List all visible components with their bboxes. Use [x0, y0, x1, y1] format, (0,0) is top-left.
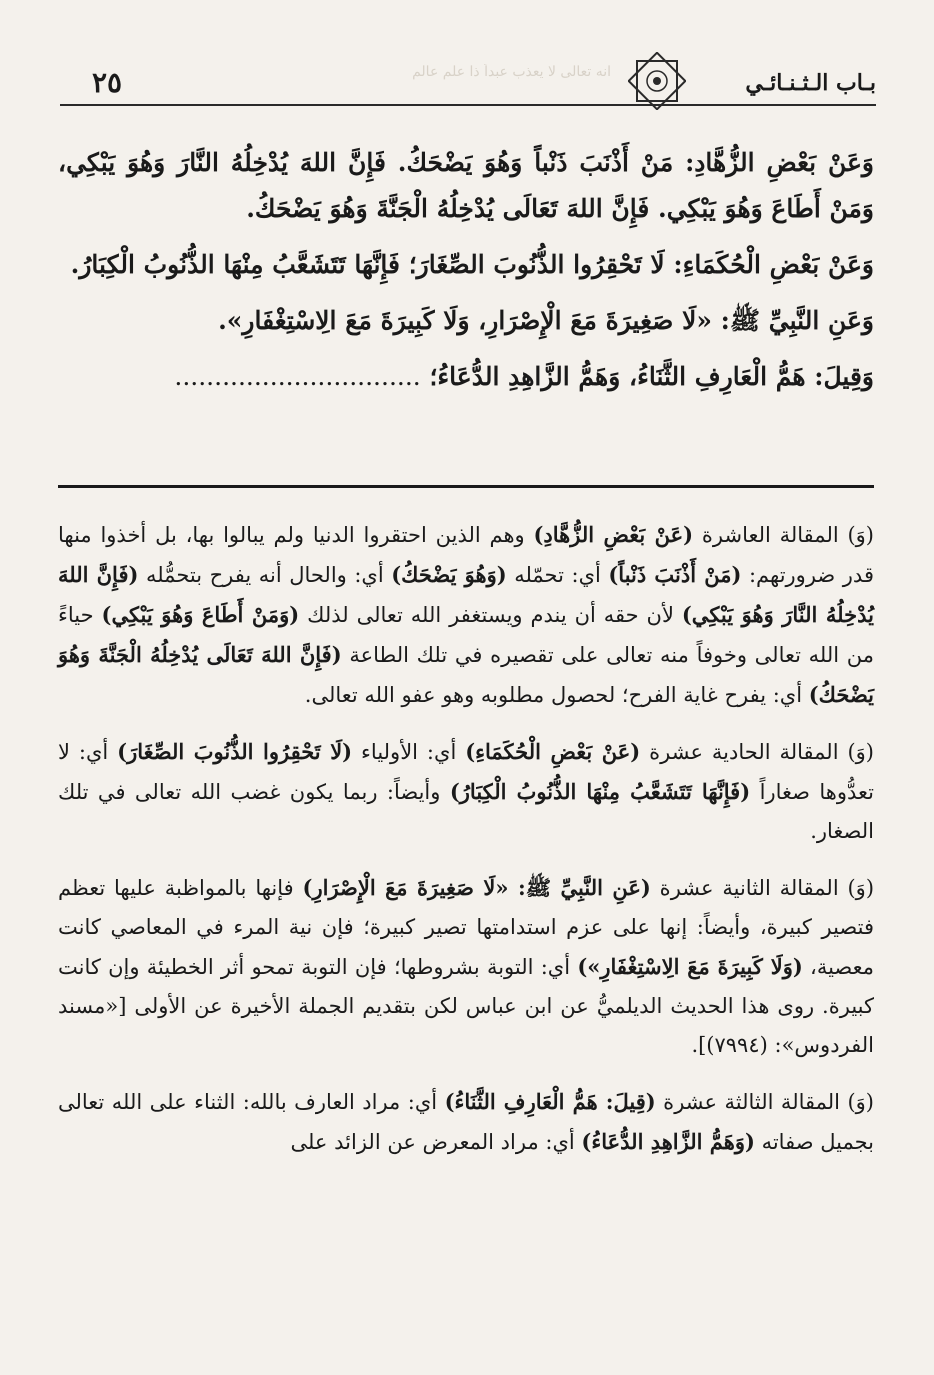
quoted-text: (وَهَمُّ الزَّاهِدِ الدُّعَاءُ): [581, 1129, 755, 1154]
commentary-paragraph: [58, 732, 874, 851]
main-line: وَعَنِ النَّبِيِّ ﷺ: «لَا صَغِيرَةَ مَعَ الْإِصْرَارِ، وَلَا كَبِيرَةَ مَعَ الِاسْتِغْفَارِ».: [218, 306, 874, 335]
quoted-text: (وَهُوَ يَضْحَكُ): [391, 562, 507, 587]
main-line: وَعَنْ بَعْضِ الزُّهَّادِ: مَنْ أَذْنَبَ ذَنْباً وَهُوَ يَضْحَكُ. فَإِنَّ اللهَ يُدْخِلُهُ النَّارَ وَهُوَ يَبْكِي، وَمَنْ أَطَاعَ وَهُوَ يَبْكِي. فَإِنَّ اللهَ تَعَالَى يُدْخِلُهُ الْجَنَّةَ وَهُوَ يَضْحَكُ.: [58, 148, 874, 223]
quoted-text: (مَنْ أَذْنَبَ ذَنْباً): [608, 562, 742, 587]
commentary-text: وأيضاً: ربما يكون غضب الله تعالى في تلك الصغار.: [58, 780, 874, 843]
commentary-text: (وَ) المقالة الثانية عشرة: [650, 876, 875, 900]
commentary-text: أي: والحال أنه يفرح بتحمُّله: [138, 563, 392, 587]
commentary-text: أي: لا تعدُّوها صغاراً: [58, 740, 875, 804]
continuation-dots: ...............................: [174, 362, 421, 391]
main-text: [58, 140, 874, 410]
commentary-text: (وَ) المقالة الثالثة عشرة: [655, 1090, 874, 1114]
commentary-text: أي: التوبة بشروطها؛ فإن التوبة تمحو أثر الخطيئة وإن كانت كبيرة. روى هذا الحديث الديلميُّ عن ابن عباس لكن بتقديم الجملة الأخيرة عن الأولى [«مسند الفردوس»: (٧٩٩٤)].: [58, 955, 874, 1057]
main-line: وَعَنْ بَعْضِ الْحُكَمَاءِ: لَا تَحْقِرُوا الذُّنُوبَ الصِّغَارَ؛ فَإِنَّهَا تَتَشَعَّبُ مِنْهَا الذُّنُوبُ الْكِبَارُ.: [70, 250, 874, 279]
chapter-title: بـاب الـثـنـائـي: [745, 70, 876, 96]
quoted-text: (فَإِنَّهَا تَتَشَعَّبُ مِنْهَا الذُّنُوبُ الْكِبَارُ): [449, 779, 751, 804]
quoted-text: (قِيلَ: هَمُّ الْعَارِفِ الثَّنَاءُ): [444, 1089, 656, 1114]
main-line: [58, 354, 874, 400]
ornament-icon: [628, 52, 686, 110]
header-rule: [60, 104, 876, 106]
quoted-text: (فَإِنَّ اللهَ تَعَالَى يُدْخِلُهُ الْجَنَّةَ وَهُوَ يَضْحَكُ): [58, 642, 874, 707]
commentary-text: لأن حقه أن يندم ويستغفر الله تعالى لذلك: [299, 603, 682, 627]
commentary-text: أي: يفرح غاية الفرح؛ لحصول مطلوبه وهو عفو الله تعالى.: [304, 683, 809, 707]
commentary-paragraph: [58, 1082, 874, 1162]
quoted-text: (عَنْ بَعْضِ الْحُكَمَاءِ): [465, 739, 641, 764]
commentary-text: أي: مراد المعرض عن الزائد على: [290, 1130, 582, 1154]
commentary-text: حياءً من الله تعالى وخوفاً منه تعالى على تقصيره في تلك الطاعة: [58, 603, 875, 667]
quoted-text: (عَنِ النَّبِيِّ ﷺ: «لَا صَغِيرَةَ مَعَ الْإِصْرَارِ): [302, 875, 651, 900]
commentary-paragraph: [58, 515, 874, 715]
commentary-text: أي: الأولياء: [352, 740, 466, 764]
bleed-through-text: انه تعالى لا يعذب عبداً ذا علم عالم: [412, 64, 611, 80]
commentary-text: (وَ) المقالة الحادية عشرة: [640, 740, 874, 764]
main-line-text: وَقِيلَ: هَمُّ الْعَارِفِ الثَّنَاءُ، وَهَمُّ الزَّاهِدِ الدُّعَاءُ؛: [429, 362, 874, 391]
commentary-text: أي: مراد العارف بالله: الثناء على الله تعالى بجميل صفاته: [58, 1090, 874, 1154]
page-number: ٢٥: [92, 66, 123, 99]
commentary-paragraph: [58, 868, 874, 1065]
commentary-text: (وَ) المقالة العاشرة: [693, 523, 874, 547]
quoted-text: (فَإِنَّ اللهَ يُدْخِلُهُ النَّارَ وَهُوَ يَبْكِي): [58, 562, 874, 627]
quoted-text: (وَمَنْ أَطَاعَ وَهُوَ يَبْكِي): [101, 602, 300, 627]
commentary: [58, 515, 874, 1179]
section-divider: [58, 485, 874, 488]
quoted-text: (لَا تَحْقِرُوا الذُّنُوبَ الصِّغَارَ): [117, 739, 353, 764]
quoted-text: (عَنْ بَعْضِ الزُّهَّادِ): [533, 522, 694, 547]
commentary-text: أي: تحمّله: [506, 563, 609, 587]
commentary-text: فإنها بالمواظبة عليها تعظم فتصير كبيرة، وأيضاً: إنها على عزم استدامتها تصير كبيرة؛ فإن نية المرء في المعاصي كانت معصية،: [58, 876, 875, 979]
page-header: [60, 52, 876, 114]
commentary-text: وهم الذين احتقروا الدنيا ولم يبالوا بها، بل أخذوا منها قدر ضرورتهم:: [58, 523, 874, 587]
quoted-text: (وَلَا كَبِيرَةَ مَعَ الِاسْتِغْفَارِ»): [577, 954, 803, 979]
